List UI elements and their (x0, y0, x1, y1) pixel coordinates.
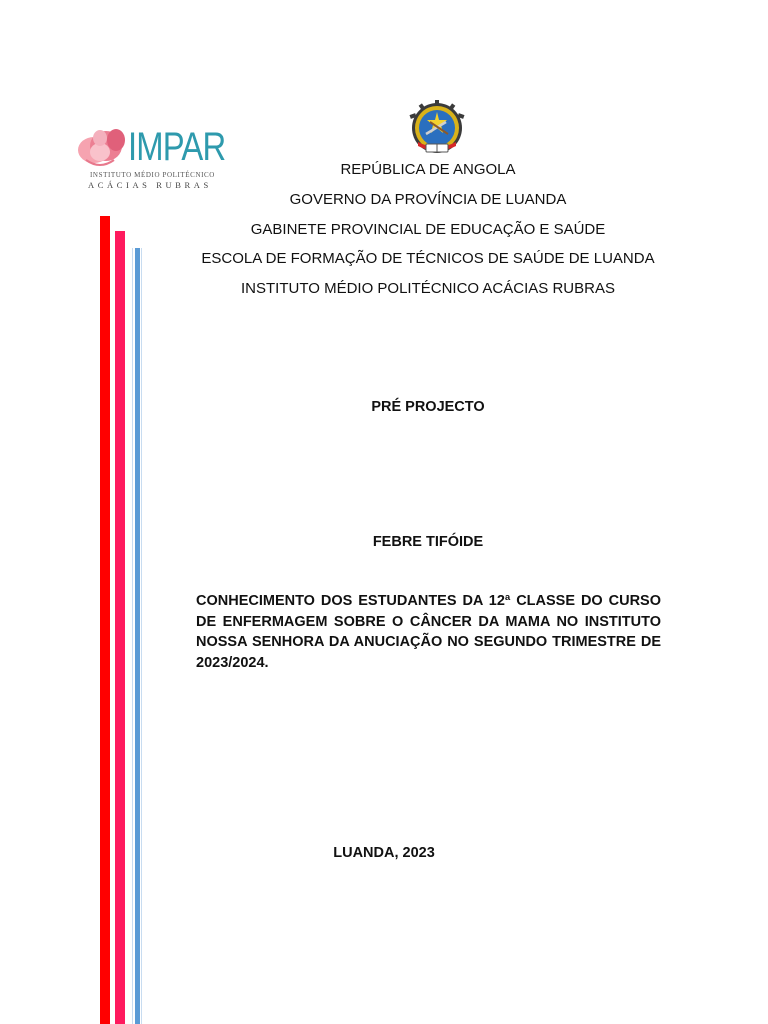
header-school: ESCOLA DE FORMAÇÃO DE TÉCNICOS DE SAÚDE DE LUANDA (201, 250, 655, 267)
document-subject: FEBRE TIFÓIDE (372, 534, 484, 550)
decorative-blue-bar (132, 248, 142, 1024)
flower-icon (76, 126, 128, 170)
decorative-pink-bar (115, 231, 125, 1024)
impar-logo (76, 126, 226, 192)
logo-wordmark: IMPAR (128, 125, 226, 169)
document-title: CONHECIMENTO DOS ESTUDANTES DA 12ª CLASSE DO CURSO DE ENFERMAGEM SOBRE O CÂNCER DA MAMA NO INSTITUTO NOSSA SENHORA DA ANUCIAÇÃO NO SEGUNDO TRIMESTRE DE 2023/2024. (196, 593, 661, 671)
document-type: PRÉ PROJECTO (371, 399, 485, 415)
header-government: GOVERNO DA PROVÍNCIA DE LUANDA (289, 191, 567, 208)
angola-coat-of-arms-icon (406, 100, 468, 158)
header-institute: INSTITUTO MÉDIO POLITÉCNICO ACÁCIAS RUBRAS (241, 280, 615, 297)
place-and-date: LUANDA, 2023 (333, 845, 435, 861)
decorative-red-bar (100, 216, 110, 1024)
header-office: GABINETE PROVINCIAL DE EDUCAÇÃO E SAÚDE (250, 221, 606, 238)
logo-subtitle: INSTITUTO MÉDIO POLITÉCNICO (90, 171, 215, 179)
logo-subtitle-2: ACÁCIAS RUBRAS (88, 180, 212, 190)
header-republic: REPÚBLICA DE ANGOLA (340, 161, 516, 178)
